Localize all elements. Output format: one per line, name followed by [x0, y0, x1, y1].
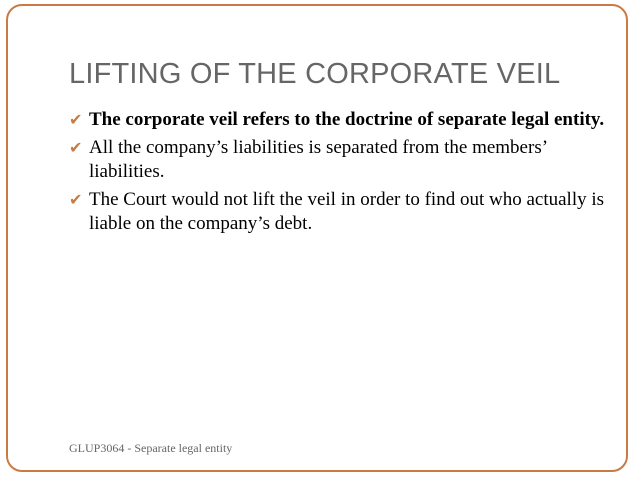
checkmark-bullet-icon: ✔ [69, 190, 83, 209]
checkmark-bullet-icon: ✔ [69, 110, 83, 129]
slide-footer: GLUP3064 - Separate legal entity [69, 441, 233, 455]
slide-title: LIFTING OF THE CORPORATE VEIL [69, 58, 561, 90]
checkmark-bullet-icon: ✔ [69, 138, 83, 157]
bullet-text: The corporate veil refers to the doctrine of separate legal entity. [89, 109, 605, 130]
bullet-list [69, 108, 609, 240]
bullet-text: All the company’s liabilities is separated from the members’ liabilities. [89, 137, 547, 182]
bullet-text: The Court would not lift the veil in order to find out who actually is liable on the company’s debt. [89, 189, 605, 234]
bullet-item-liabilities [69, 136, 609, 184]
bullet-item-court [69, 188, 609, 236]
bullet-item-doctrine [69, 108, 609, 132]
